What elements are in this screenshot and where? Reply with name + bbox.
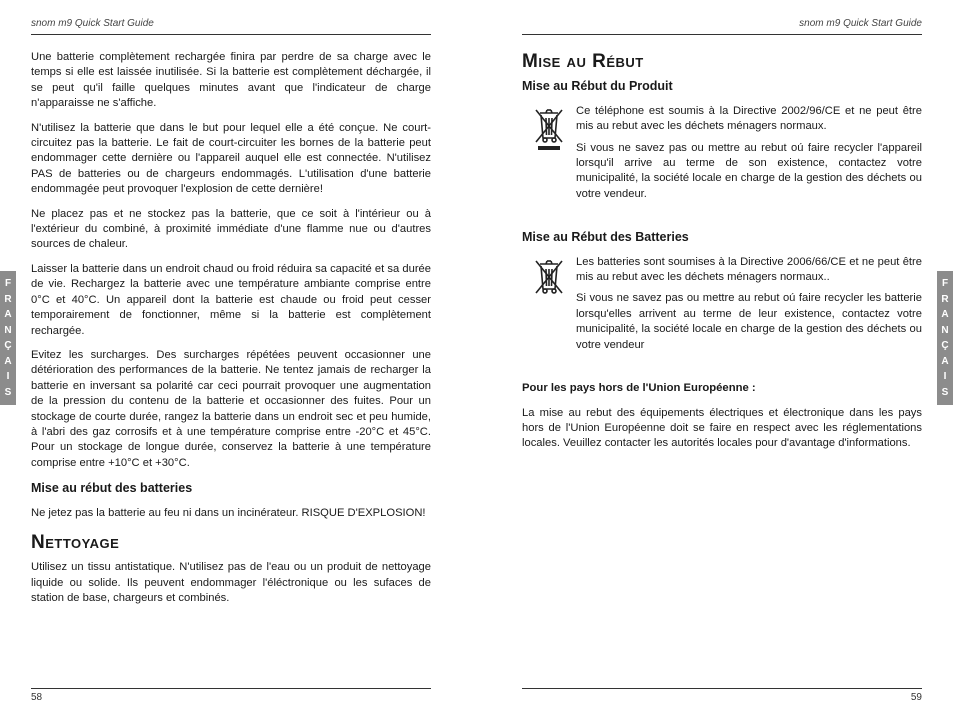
paragraph-explosion-risk: Ne jetez pas la batterie au feu ni dans un incinérateur. RISQUE D'EXPLOSION! [31, 506, 426, 519]
language-tab-letter: A [4, 355, 12, 367]
running-header-left: snom m9 Quick Start Guide [31, 18, 154, 29]
weee-bin-icon [522, 104, 576, 152]
language-tab-right [937, 271, 953, 405]
heading-battery-disposal: Mise au rébut des batteries [31, 481, 193, 496]
paragraph-product-directive: Ce téléphone est soumis à la Directive 2002/96/CE et ne peut être mis au rebut avec les déchets ménagers normaux. [576, 104, 922, 133]
language-tab-letter: Ç [4, 340, 12, 351]
batteries-disposal-text [576, 255, 922, 359]
paragraph-battery-discharge: Une batterie complètement rechargée finira par perdre de sa charge avec le temps si elle est laissée inutilisée. Si la batterie est complètement déchargée, il se peut qu'il faille quelques minutes avant que l'indicateur de charge n'apparaisse ne s'affiche. [31, 51, 431, 110]
product-disposal-text [576, 104, 922, 208]
left-page-content [31, 50, 431, 616]
paragraph-battery-overcharge: Evitez les surcharges. Des surcharges répétées peuvent occasionner une détérioration des performances de la batterie. Ne tentez jamais de recharger la batterie en inversant sa polarité car ceci pourrait provoquer une augmentation de la pression du contenu de la batterie et occasionner des fuites. Pour un stockage de courte durée, rangez la batterie dans un endroit sec et peu humide, à l'abri des gaz corrosifs et à une température comprise entre -20°C et 45°C. Pour un stockage de longue durée, conservez la batterie à une température comprise entre +10°C et +30°C. [31, 348, 431, 469]
language-tab-letter: S [941, 386, 949, 398]
batteries-disposal-block [522, 255, 922, 359]
language-tab-letter: I [6, 371, 10, 382]
footer-rule [31, 688, 431, 689]
paragraph-cleaning: Utilisez un tissu antistatique. N'utilisez pas de l'eau ou un produit de nettoyage liquide ou solide. Ils peuvent endommager l'éléctronique ou les sufaces de station de base, chargeurs et combinés. [31, 561, 431, 605]
language-tab-letter: R [941, 293, 949, 305]
language-tab-left [0, 271, 16, 405]
right-page-content [522, 50, 922, 461]
paragraph-product-recycling: Si vous ne savez pas ou mettre au rebut oú faire recycler l'appareil lorsqu'il arrive au terme de son existence, contactez votre municipalité, la société locale en charge de la gestion des déchets ou votre vendeur. [576, 141, 922, 200]
paragraph-non-eu: La mise au rebut des équipements électriques et électronique dans les pays hors de l'Union Européenne doit se faire en respect avec les réglementations locales. Veuillez contacter les autorités locales pour d'avantage d'informations. [522, 406, 922, 450]
language-tab-letter: Ç [941, 340, 949, 351]
left-page [31, 0, 431, 727]
running-header-right: snom m9 Quick Start Guide [799, 18, 922, 29]
right-page [522, 0, 922, 727]
language-tab-letter: A [941, 309, 949, 320]
header-rule [31, 34, 431, 35]
heading-non-eu: Pour les pays hors de l'Union Européenne : [522, 382, 756, 395]
language-tab-letter: N [941, 324, 949, 336]
language-tab-letter: S [4, 386, 12, 398]
heading-batteries-disposal: Mise au Rébut des Batteries [522, 230, 689, 245]
page-number-left: 58 [31, 692, 43, 703]
language-tab-letter: I [943, 371, 947, 382]
page-number-right: 59 [910, 692, 922, 703]
language-tab-letter: F [941, 278, 949, 289]
language-tab-letter: R [4, 293, 12, 305]
language-tab-letter: N [4, 324, 12, 336]
heading-product-disposal: Mise au Rébut du Produit [522, 79, 673, 94]
language-tab-letter: A [941, 355, 949, 367]
heading-disposal: Mise au Rébut [522, 51, 644, 72]
language-tab-letter: A [4, 309, 12, 320]
product-disposal-block [522, 104, 922, 208]
header-rule [522, 34, 922, 35]
paragraph-battery-temperature: Laisser la batterie dans un endroit chaud ou froid réduira sa capacité et sa durée de vie. Rechargez la batterie avec une température ambiante comprise entre 0°C et 40°C. Un appareil dont la batterie est chaude ou froid peut cesser temporairement de fonctionner, même si la batterie est complètement rechargée. [31, 262, 431, 337]
language-tab-letter: F [4, 278, 12, 289]
footer-rule [522, 688, 922, 689]
paragraph-batteries-directive: Les batteries sont soumises à la Directive 2006/66/CE et ne peut être mis au rebut avec les déchets ménagers normaux.. [576, 255, 922, 284]
paragraph-batteries-recycling: Si vous ne savez pas ou mettre au rebut oú faire recycler les batterie lorsqu'elles arrivent au terme de leur existence, contactez votre municipalité, la société locale en charge de la gestion des déchets ou votre vendeur [576, 292, 922, 351]
paragraph-battery-storage: Ne placez pas et ne stockez pas la batterie, que ce soit à l'intérieur ou à l'extérieur du combiné, à proximité immédiate d'une flamme nue ou d'autres sources de chaleur. [31, 207, 431, 251]
weee-bin-icon [522, 255, 576, 297]
paragraph-battery-use: N'utilisez la batterie que dans le but pour lequel elle a été conçue. Ne court-circuitez pas la batterie. Le fait de court-circuiter les bornes de la batterie peut endommager cette dernière ou l'appareil auquel elle est connectée. N'utilisez PAS de batteries ou de chargeurs endommagés. L'utilisation d'une batterie endommagée peut provoquer l'explosion de cette dernière! [31, 121, 431, 196]
heading-cleaning: Nettoyage [31, 531, 120, 553]
